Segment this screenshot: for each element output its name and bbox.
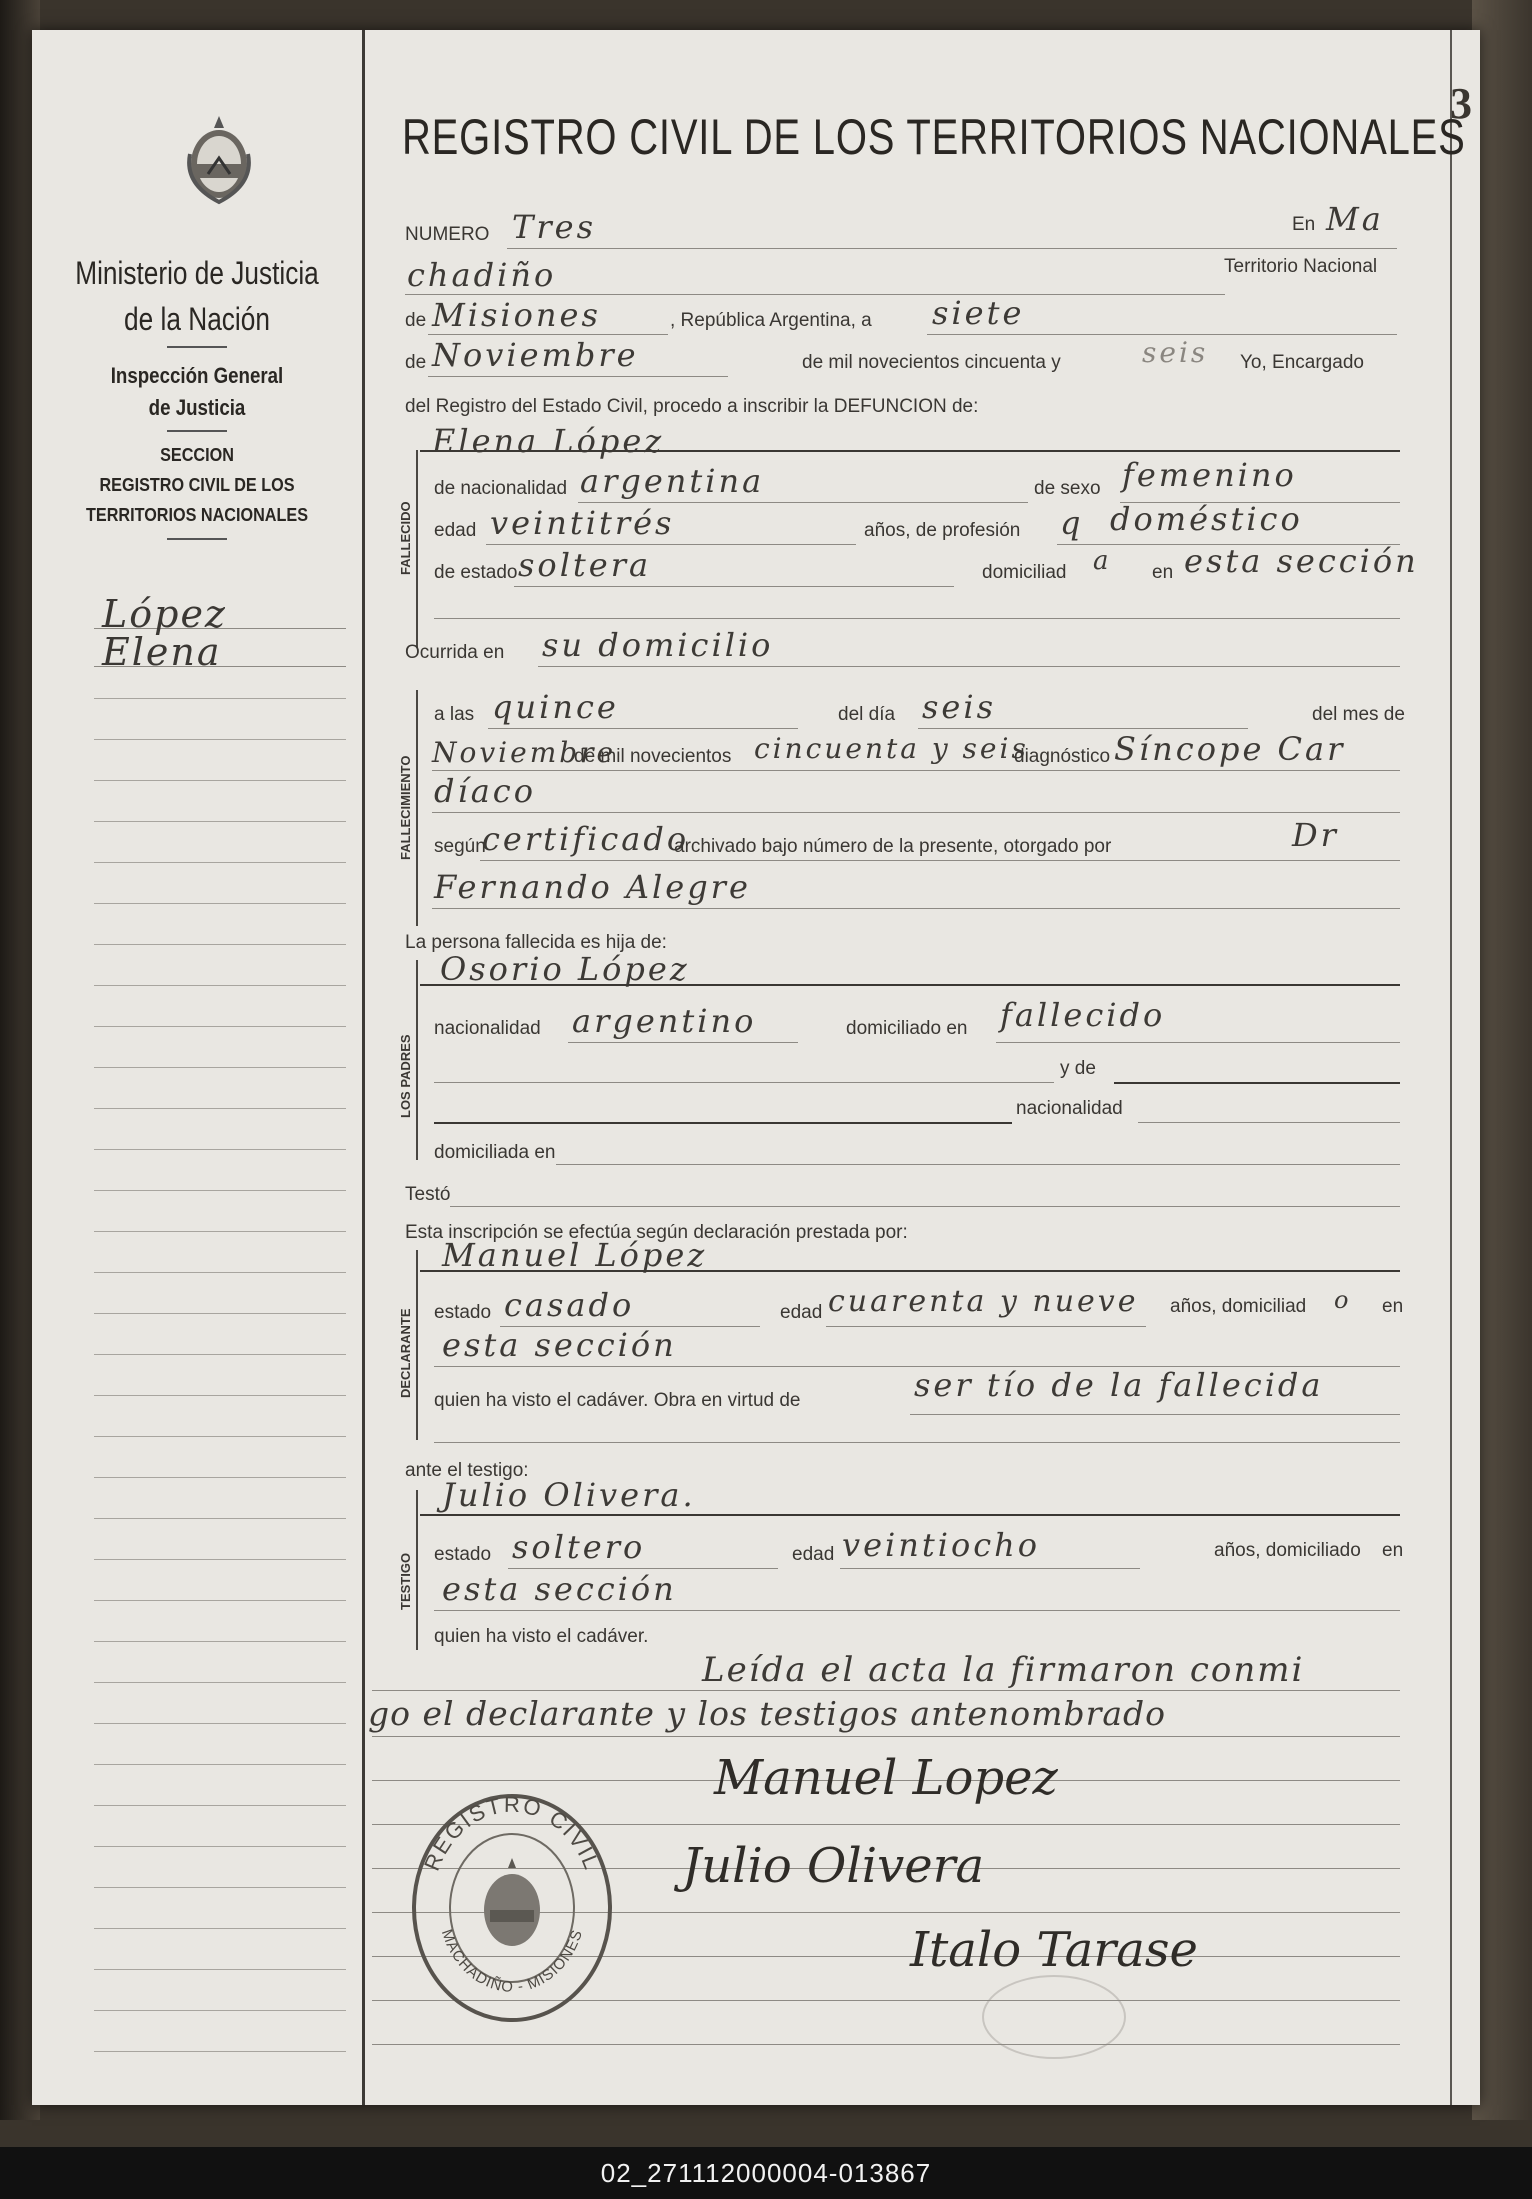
rule bbox=[488, 728, 798, 729]
rule bbox=[420, 450, 1400, 452]
label-de: de bbox=[405, 310, 427, 331]
rule bbox=[996, 1042, 1400, 1043]
rule bbox=[486, 544, 856, 545]
label-testigo: ante el testigo: bbox=[405, 1460, 529, 1481]
hw-fallecido-nombre: Elena López bbox=[432, 422, 665, 460]
rule bbox=[432, 812, 1400, 813]
section-bar-fallecido bbox=[416, 450, 418, 648]
death-record-form bbox=[362, 30, 1472, 2105]
inspection-line-1: Inspección General bbox=[110, 363, 284, 388]
rule bbox=[1138, 1122, 1400, 1123]
form-title: REGISTRO CIVIL DE LOS TERRITORIOS NACIONALES bbox=[402, 109, 1466, 165]
signature-declarante: Manuel Lopez bbox=[714, 1750, 1058, 1806]
book-cover-right bbox=[1472, 0, 1532, 2120]
hw-padre-nacionalidad: argentino bbox=[572, 1002, 757, 1040]
rule bbox=[556, 1164, 1400, 1165]
hw-anio-fall: cincuenta y seis bbox=[754, 732, 1029, 765]
hw-numero: Tres bbox=[512, 208, 596, 246]
rule bbox=[508, 1568, 778, 1569]
side-label-testigo: TESTIGO bbox=[398, 1552, 413, 1610]
rule bbox=[507, 248, 1397, 249]
section-line-1: SECCION bbox=[160, 445, 234, 465]
hw-dia-fall: seis bbox=[922, 688, 997, 726]
rule bbox=[910, 1414, 1400, 1415]
ministry-title bbox=[62, 250, 333, 342]
hw-ocurrida: su domicilio bbox=[542, 626, 774, 664]
label-domiciliad: domiciliad bbox=[982, 562, 1067, 583]
hw-anio: seis bbox=[1142, 336, 1209, 369]
rule bbox=[434, 618, 1400, 619]
label-sexo: de sexo bbox=[1034, 478, 1101, 499]
label-de2: de bbox=[405, 352, 427, 373]
register-page bbox=[32, 30, 1480, 2105]
side-label-fallecido: FALLECIDO bbox=[398, 501, 413, 575]
label-a-las: a las bbox=[434, 704, 475, 725]
hw-diagnostico-a: Síncope Car bbox=[1114, 730, 1346, 768]
stub-given-name: Elena bbox=[102, 630, 222, 674]
label-en3: en bbox=[1382, 1296, 1404, 1317]
label-edad3: edad bbox=[792, 1544, 835, 1565]
ministry-line-2: de la Nación bbox=[124, 301, 270, 337]
divider bbox=[167, 430, 227, 432]
rule bbox=[480, 860, 1400, 861]
section-line-3: TERRITORIOS NACIONALES bbox=[85, 505, 309, 525]
rule bbox=[405, 294, 1225, 295]
rule bbox=[927, 334, 1397, 335]
rule bbox=[578, 502, 1028, 503]
label-ocurrida: Ocurrida en bbox=[405, 642, 505, 663]
rule bbox=[568, 1042, 798, 1043]
hw-hora: quince bbox=[492, 688, 619, 726]
label-del-mes: del mes de bbox=[1312, 704, 1405, 725]
hw-testigo-estado: soltero bbox=[512, 1528, 646, 1566]
label-del-registro: del Registro del Estado Civil, procedo a inscribir la DEFUNCION de: bbox=[405, 396, 979, 417]
label-en4: en bbox=[1382, 1540, 1404, 1561]
side-label-declarante: DECLARANTE bbox=[398, 1308, 413, 1398]
hw-domicilio: esta sección bbox=[1184, 542, 1419, 580]
hw-declarante-estado: casado bbox=[504, 1286, 635, 1324]
rule bbox=[372, 1690, 1400, 1691]
page-number: 3 bbox=[1450, 79, 1472, 128]
rule bbox=[372, 1736, 1400, 1737]
rule bbox=[420, 1270, 1400, 1272]
rule bbox=[372, 2044, 1400, 2045]
hw-declarante-dom-a: o bbox=[1334, 1286, 1352, 1314]
label-territorio: Territorio Nacional bbox=[1224, 256, 1378, 277]
label-edad: edad bbox=[434, 520, 477, 541]
signature-testigo: Julio Olivera bbox=[682, 1838, 985, 1894]
label-estado: de estado bbox=[434, 562, 518, 583]
hw-dia: siete bbox=[932, 294, 1025, 332]
hw-otorgado-a: Dr bbox=[1292, 816, 1339, 854]
label-testo: Testó bbox=[405, 1184, 451, 1205]
rule bbox=[428, 376, 728, 377]
label-anos-dom: años, domiciliad bbox=[1170, 1296, 1307, 1317]
stub-column bbox=[32, 30, 365, 2105]
hw-declarante-edad: cuarenta y nueve bbox=[828, 1284, 1139, 1319]
hw-obra: ser tío de la fallecida bbox=[914, 1366, 1324, 1404]
label-mil: de mil novecientos cincuenta y bbox=[802, 352, 1061, 373]
section-title bbox=[49, 440, 346, 530]
rule bbox=[450, 1206, 1400, 1207]
label-inscripcion: Esta inscripción se efectúa según declaración prestada por: bbox=[405, 1222, 908, 1243]
hw-padre: Osorio López bbox=[440, 950, 690, 988]
rule bbox=[434, 1442, 1400, 1443]
inspection-line-2: de Justicia bbox=[148, 395, 246, 420]
label-nacionalidad3: nacionalidad bbox=[1016, 1098, 1123, 1119]
label-republica: , República Argentina, a bbox=[670, 310, 872, 331]
rule bbox=[538, 666, 1400, 667]
hw-lugar-a: Ma bbox=[1326, 200, 1384, 238]
hw-segun: certificado bbox=[482, 820, 690, 858]
rule bbox=[434, 1610, 1400, 1611]
divider bbox=[167, 538, 227, 540]
label-persona: La persona fallecida es hija de: bbox=[405, 932, 667, 953]
label-visto2: quien ha visto el cadáver. bbox=[434, 1626, 649, 1647]
hw-mes: Noviembre bbox=[432, 336, 639, 374]
section-line-2: REGISTRO CIVIL DE LOS bbox=[99, 475, 295, 495]
label-domiciliada-en: domiciliada en bbox=[434, 1142, 556, 1163]
hw-testigo-edad: veintiocho bbox=[842, 1526, 1041, 1564]
civil-registry-stamp-icon bbox=[410, 1792, 614, 2024]
rule bbox=[514, 586, 954, 587]
inspection-title bbox=[57, 360, 338, 424]
rule bbox=[434, 1122, 1012, 1124]
label-diagnostico: diagnóstico bbox=[1014, 746, 1111, 767]
label-y-de: y de bbox=[1060, 1058, 1096, 1079]
label-visto: quien ha visto el cadáver. Obra en virtud de bbox=[434, 1390, 801, 1411]
label-nacionalidad: de nacionalidad bbox=[434, 478, 568, 499]
rule bbox=[434, 1082, 1054, 1083]
label-anos-profesion: años, de profesión bbox=[864, 520, 1021, 541]
hw-nacionalidad: argentina bbox=[580, 462, 765, 500]
hw-edad: veintitrés bbox=[490, 504, 675, 542]
hw-padre-domicilio: fallecido bbox=[1000, 996, 1166, 1034]
hw-testigo: Julio Olivera. bbox=[442, 1476, 696, 1514]
hw-cierre-2: go el declarante y los testigos antenombrado bbox=[368, 1694, 1167, 1733]
hw-declarante-domicilio: esta sección bbox=[442, 1326, 677, 1364]
hw-estado: soltera bbox=[518, 546, 652, 584]
label-mil2: de mil novecientos bbox=[574, 746, 732, 767]
hw-profesion-b: doméstico bbox=[1110, 500, 1303, 538]
label-archivado: archivado bajo número de la presente, otorgado por bbox=[674, 836, 1112, 857]
stub-surname: López bbox=[102, 592, 227, 636]
label-estado2: estado bbox=[434, 1302, 492, 1323]
rule bbox=[420, 1514, 1400, 1516]
hw-territorio: Misiones bbox=[432, 296, 601, 334]
faint-stamp-impression bbox=[982, 1975, 1126, 2059]
hw-domicilio-a: a bbox=[1093, 546, 1112, 576]
rule bbox=[432, 770, 1400, 771]
side-label-padres: LOS PADRES bbox=[398, 1034, 413, 1118]
label-segun: según bbox=[434, 836, 486, 857]
rule bbox=[1114, 1082, 1400, 1084]
hw-mes-fall: Noviembre bbox=[432, 736, 617, 769]
rule bbox=[918, 728, 1248, 729]
stamp-text-top: REGISTRO CIVIL bbox=[418, 1792, 606, 1875]
image-id-footer: 02_271112000004-013867 bbox=[0, 2147, 1532, 2199]
stamp-text-bottom: MACHADIÑO - MISIONES bbox=[437, 1927, 587, 1996]
rule bbox=[840, 1568, 1140, 1569]
label-del-dia: del día bbox=[838, 704, 896, 725]
rule bbox=[420, 984, 1400, 986]
hw-declarante: Manuel López bbox=[442, 1236, 708, 1274]
section-bar-testigo bbox=[416, 1490, 418, 1650]
side-label-fallecimiento: FALLECIMIENTO bbox=[398, 755, 413, 860]
rule bbox=[428, 334, 668, 335]
hw-testigo-domicilio: esta sección bbox=[442, 1570, 677, 1608]
signature-encargado: Italo Tarase bbox=[910, 1922, 1198, 1978]
label-domiciliado-en: domiciliado en bbox=[846, 1018, 968, 1039]
label-en2: en bbox=[1152, 562, 1174, 583]
section-bar-padres bbox=[416, 960, 418, 1160]
divider bbox=[167, 346, 227, 348]
label-numero: NUMERO bbox=[405, 224, 490, 245]
hw-cierre-1: Leída el acta la firmaron conmi bbox=[702, 1650, 1305, 1690]
label-anos-dom2: años, domiciliado bbox=[1214, 1540, 1361, 1561]
label-yo: Yo, Encargado bbox=[1240, 352, 1364, 373]
hw-sexo: femenino bbox=[1122, 456, 1297, 494]
ministry-line-1: Ministerio de Justicia bbox=[75, 255, 319, 291]
hw-diagnostico-b: díaco bbox=[434, 772, 536, 810]
label-edad2: edad bbox=[780, 1302, 823, 1323]
stub-ruled-lines bbox=[94, 658, 346, 2052]
hw-profesion-a: q bbox=[1060, 504, 1084, 542]
rule bbox=[826, 1326, 1146, 1327]
section-bar-declarante bbox=[416, 1250, 418, 1440]
national-seal-icon bbox=[182, 114, 256, 206]
label-estado3: estado bbox=[434, 1544, 492, 1565]
hw-lugar-b: chadiño bbox=[407, 256, 557, 294]
section-bar-fallecimiento bbox=[416, 690, 418, 926]
label-nacionalidad2: nacionalidad bbox=[434, 1018, 541, 1039]
hw-otorgado-b: Fernando Alegre bbox=[434, 868, 751, 906]
label-en: En bbox=[1292, 214, 1316, 235]
rule bbox=[432, 908, 1400, 909]
